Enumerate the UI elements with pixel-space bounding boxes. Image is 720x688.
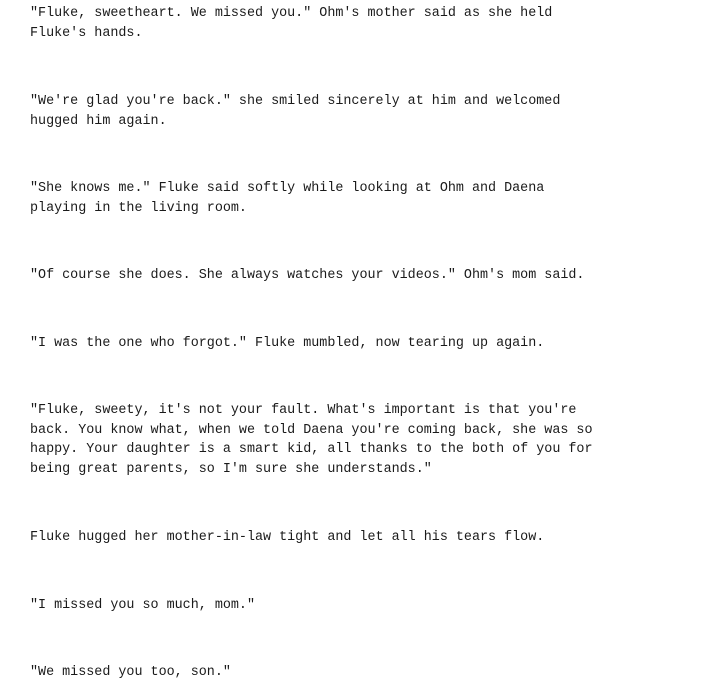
paragraph: "I missed you so much, mom.": [30, 598, 255, 613]
paragraph: "We missed you too, son.": [30, 665, 231, 680]
paragraph: Fluke hugged her mother-in-law tight and let all his tears flow.: [30, 530, 545, 545]
paragraph: "We're glad you're back." she smiled sincerely at him and welcomed hugged him again.: [30, 94, 561, 129]
paragraph: "Fluke, sweety, it's not your fault. What's important is that you're back. You know what, when we told Daena you're coming back, she was so happy. Your daughter is a smart kid, all thanks to the both of you for being great parents, so I'm sure she understands.": [30, 403, 593, 477]
paragraph: "She knows me." Fluke said softly while looking at Ohm and Daena playing in the living room.: [30, 181, 545, 216]
paragraph: "Fluke, sweetheart. We missed you." Ohm's mother said as she held Fluke's hands.: [30, 6, 553, 41]
paragraph: "I was the one who forgot." Fluke mumbled, now tearing up again.: [30, 336, 545, 351]
paragraph: "Of course she does. She always watches your videos." Ohm's mom said.: [30, 268, 585, 283]
